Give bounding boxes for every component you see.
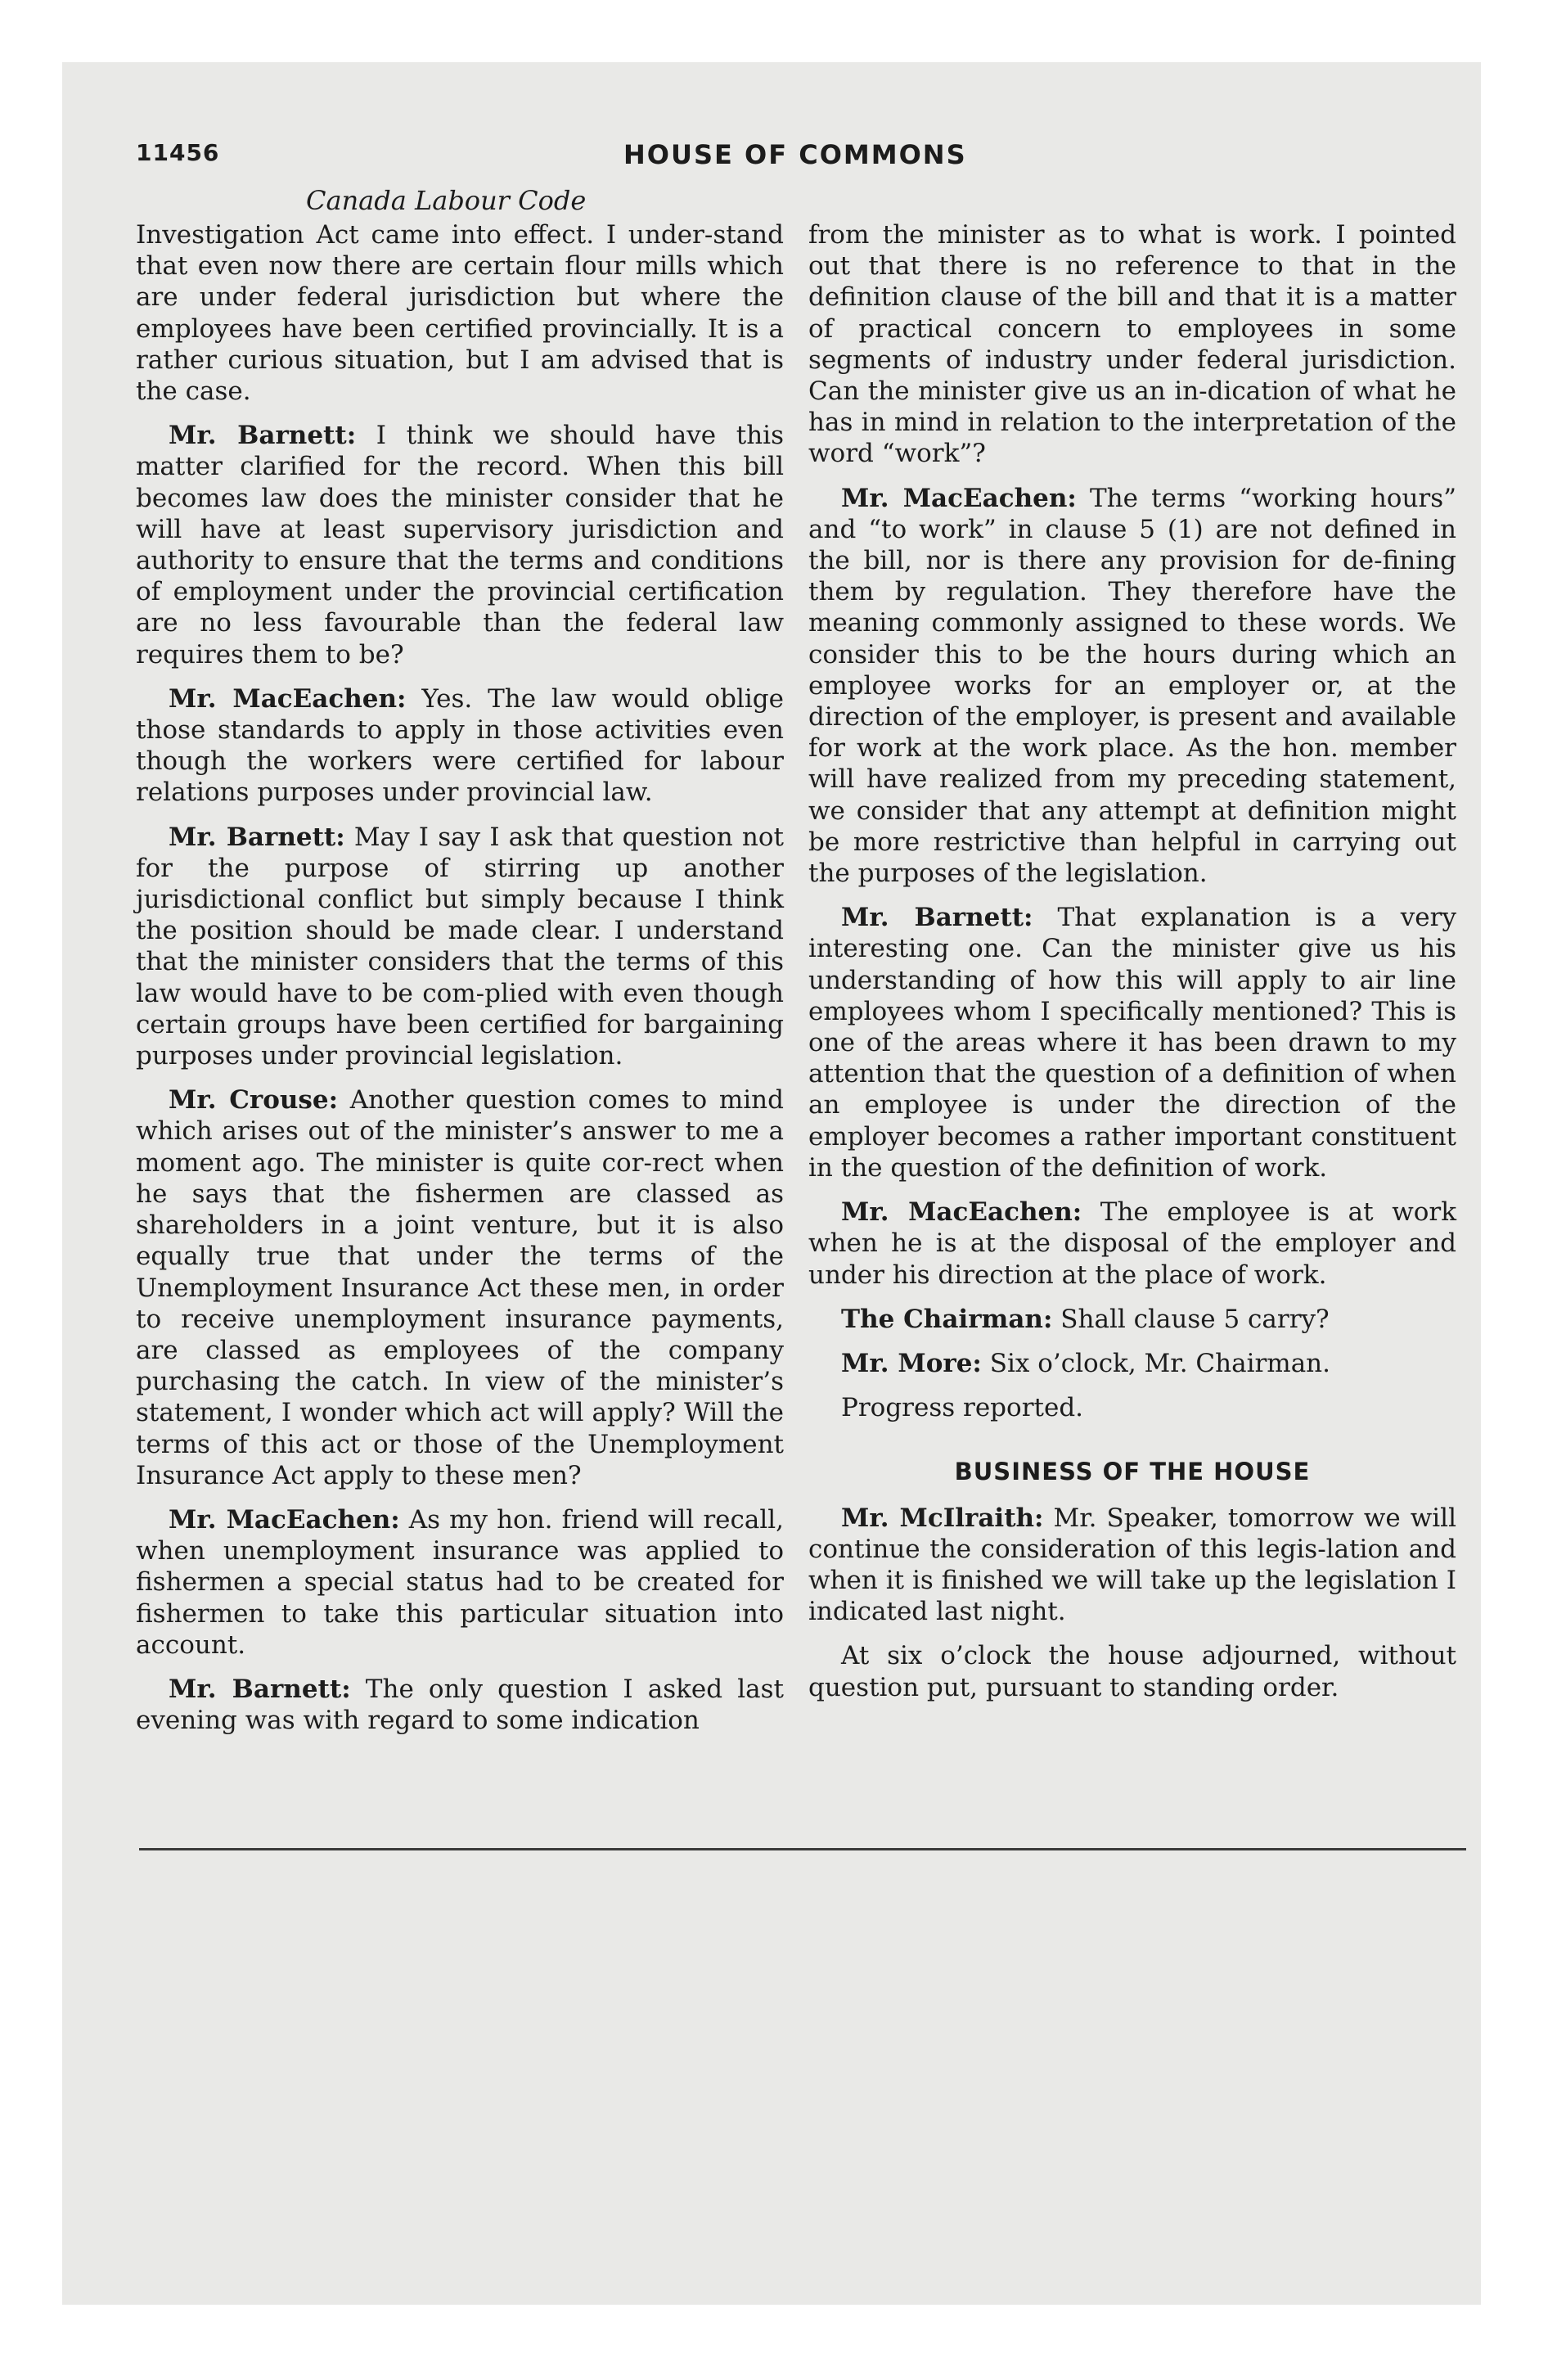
speaker-name: Mr. MacEachen: bbox=[169, 1504, 400, 1535]
speaker-name: Mr. More: bbox=[841, 1348, 982, 1378]
paragraph: Mr. Barnett: May I say I ask that question not for the purpose of stirring up another jurisdictional conflict but simply because I think the position should be made clear. I understand that the minister considers that the terms of this law would have to be com-plied with even though certain groups have been certified for bargaining purposes under provincial legislation. bbox=[136, 822, 784, 1071]
page-number: 11456 bbox=[136, 139, 220, 166]
speaker-name: Mr. MacEachen: bbox=[169, 683, 407, 714]
speaker-name: Mr. MacEachen: bbox=[841, 483, 1077, 513]
right-column bbox=[808, 219, 1456, 1716]
paragraph: Mr. McIlraith: Mr. Speaker, tomorrow we will continue the consideration of this legis-lation and when it is finished we will take up the legislation I indicated last night. bbox=[808, 1503, 1456, 1627]
paragraph: Progress reported. bbox=[841, 1393, 1084, 1423]
speaker-name: Mr. Barnett: bbox=[169, 1674, 351, 1704]
section-subhead: Canada Labour Code bbox=[306, 185, 587, 216]
paragraph: Mr. Barnett: That explanation is a very interesting one. Can the minister give us his understanding of how this will apply to air line employees whom I specifically mentioned? This is one of the areas where it has been drawn to my attention that the question of a definition of when an employee is under the direction of the employer becomes a rather important constituent in the question of the definition of work. bbox=[808, 903, 1456, 1183]
paragraph: from the minister as to what is work. I pointed out that there is no reference to that in the definition clause of the bill and that it is a matter of practical concern to employees in some segments of industry under federal jurisdiction. Can the minister give us an in-dication of what he has in mind in relation to the interpretation of the word “work”? bbox=[808, 220, 1456, 469]
paragraph: At six o’clock the house adjourned, without question put, pursuant to standing order. bbox=[808, 1641, 1456, 1702]
paragraph: Mr. Barnett: I think we should have this matter clarified for the record. When this bill becomes law does the minister consider that he will have at least supervisory jurisdiction and authority to ensure that the terms and conditions of employment under the provincial certification are no less favourable than the federal law requires them to be? bbox=[136, 421, 784, 669]
paragraph: Mr. MacEachen: The employee is at work when he is at the disposal of the employer and under his direction at the place of work. bbox=[808, 1197, 1456, 1290]
paragraph: Mr. Crouse: Another question comes to mind which arises out of the minister’s answer to me a moment ago. The minister is quite cor-rect when he says that the fishermen are classed as shareholders in a joint venture, but it is also equally true that under the terms of the Unemployment Insurance Act these men, in order to receive unemployment insurance payments, are classed as employees of the company purchasing the catch. In view of the minister’s statement, I wonder which act will apply? Will the terms of this act or those of the Unemployment Insurance Act apply to these men? bbox=[136, 1085, 784, 1490]
speaker-name: Mr. MacEachen: bbox=[841, 1197, 1082, 1228]
paragraph: Mr. MacEachen: As my hon. friend will recall, when unemployment insurance was applied to fishermen a special status had to be created for fishermen to take this particular situation into account. bbox=[136, 1504, 785, 1660]
speaker-name: Mr. Barnett: bbox=[169, 421, 357, 451]
bottom-rule bbox=[139, 1848, 1466, 1850]
paragraph: Mr. MacEachen: The terms “working hours” and “to work” in clause 5 (1) are not defined in the bill, nor is there any provision for de-fining them by regulation. They therefore have the meaning commonly assigned to these words. We consider this to be the hours during which an employee works for an employer or, at the direction of the employer, is present and available for work at the work place. As the hon. member will have realized from my preceding statement, we consider that any attempt at definition might be more restrictive than helpful in carrying out the purposes of the legislation. bbox=[808, 483, 1457, 889]
speaker-name: Mr. McIlraith: bbox=[841, 1503, 1044, 1533]
paragraph: Mr. MacEachen: Yes. The law would oblige those standards to apply in those activities even though the workers were certified for labour relations purposes under provincial law. bbox=[136, 683, 784, 808]
speaker-name: The Chairman: bbox=[841, 1304, 1053, 1334]
speaker-name: Mr. Barnett: bbox=[841, 903, 1033, 933]
paragraph: Mr. Barnett: The only question I asked last evening was with regard to some indication bbox=[136, 1674, 785, 1736]
paragraph: Mr. More: Six o’clock, Mr. Chairman. bbox=[841, 1348, 1331, 1378]
left-column bbox=[136, 219, 784, 1749]
speaker-name: Mr. Barnett: bbox=[169, 822, 345, 852]
section-title: BUSINESS OF THE HOUSE bbox=[954, 1458, 1311, 1486]
paragraph: Investigation Act came into effect. I under-stand that even now there are certain flour mills which are under federal jurisdiction but where the employees have been certified provincially. It is a rather curious situation, but I am advised that is the case. bbox=[136, 220, 784, 407]
running-head: HOUSE OF COMMONS bbox=[623, 139, 967, 170]
page-header bbox=[136, 139, 1412, 180]
paragraph: The Chairman: Shall clause 5 carry? bbox=[841, 1304, 1330, 1334]
speaker-name: Mr. Crouse: bbox=[169, 1085, 339, 1116]
